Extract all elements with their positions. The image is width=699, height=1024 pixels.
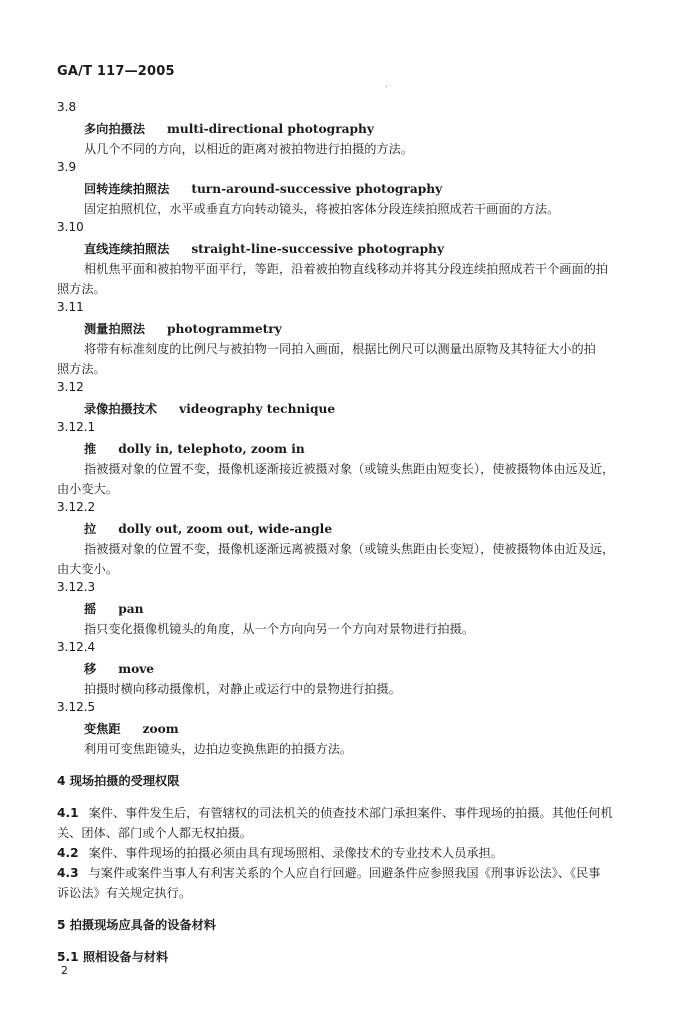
clause-number: 4.2	[57, 846, 79, 860]
term-heading	[84, 660, 154, 677]
term-heading	[84, 520, 332, 537]
term-zh: 录像拍摄技术	[84, 402, 158, 416]
term-en: turn-around-successive photography	[191, 182, 443, 196]
term-zh: 直线连续拍照法	[84, 242, 170, 256]
term-definition: 指只变化摄像机镜头的角度，从一个方向向另一个方向对景物进行拍摄。	[84, 622, 474, 636]
term-heading	[84, 180, 442, 197]
term-heading	[84, 440, 305, 457]
term-definition-line: 照方法。	[57, 362, 106, 376]
term-heading	[84, 600, 143, 617]
clause-number: 3.12.2	[57, 500, 96, 514]
term-zh: 移	[84, 662, 97, 676]
term-zh: 拉	[84, 522, 97, 536]
page-number: 2	[61, 964, 68, 977]
term-definition: 利用可变焦距镜头，边拍边变换焦距的拍摄方法。	[84, 742, 353, 756]
clause-number: 3.11	[57, 300, 84, 314]
term-zh: 回转连续拍照法	[84, 182, 170, 196]
clause-number: 4.1	[57, 806, 79, 820]
clause-number: 3.12.1	[57, 420, 96, 434]
clause-text-line: 诉讼法》有关规定执行。	[57, 886, 192, 900]
term-heading	[84, 720, 179, 737]
section-heading: 4 现场拍摄的受理权限	[57, 774, 180, 788]
clause-number: 3.12	[57, 380, 84, 394]
clause-paragraph	[57, 844, 503, 861]
term-heading	[84, 320, 282, 337]
clause-number: 4.3	[57, 866, 79, 880]
term-en: photogrammetry	[166, 322, 282, 336]
clause-text: 与案件或案件当事人有利害关系的个人应自行回避。回避条件应参照我国《刑事诉讼法》、《民事	[88, 866, 601, 880]
term-en: pan	[118, 602, 144, 616]
standard-number-header: GA/T 117—2005	[57, 64, 175, 79]
term-definition: 拍摄时横向移动摄像机，对静止或运行中的景物进行拍摄。	[84, 682, 401, 696]
term-zh: 推	[84, 442, 97, 456]
term-definition-line: 由小变大。	[57, 482, 118, 496]
term-definition-line: 由大变小。	[57, 562, 118, 576]
clause-text-line: 关、团体、部门或个人都无权拍摄。	[57, 826, 252, 840]
term-heading	[84, 240, 444, 257]
term-zh: 变焦距	[84, 722, 121, 736]
term-zh: 多向拍摄法	[84, 122, 145, 136]
term-definition-line: 指被摄对象的位置不变，摄像机逐渐接近被摄对象（或镜头焦距由短变长），使被摄物体由远及近，	[84, 462, 615, 476]
clause-text: 案件、事件现场的拍摄必须由具有现场照相、录像技术的专业技术人员承担。	[88, 846, 503, 860]
clause-number: 3.12.3	[57, 580, 96, 594]
term-heading	[84, 400, 335, 417]
clause-number: 3.8	[57, 100, 77, 114]
term-heading	[84, 120, 374, 137]
term-definition-line: 指被摄对象的位置不变，摄像机逐渐远离被摄对象（或镜头焦距由长变短），使被摄物体由近及远，	[84, 542, 615, 556]
term-en: videography technique	[179, 402, 336, 416]
term-definition: 从几个不同的方向，以相近的距离对被拍物进行拍摄的方法。	[84, 142, 414, 156]
clause-number: 3.12.4	[57, 640, 96, 654]
clause-text: 案件、事件发生后，有管辖权的司法机关的侦查技术部门承担案件、事件现场的拍摄。其他任何机	[88, 806, 613, 820]
subsection-heading: 5.1 照相设备与材料	[57, 950, 169, 964]
term-zh: 摇	[84, 602, 97, 616]
section-heading: 5 拍摄现场应具备的设备材料	[57, 918, 216, 932]
clause-paragraph	[57, 804, 613, 821]
term-en: zoom	[142, 722, 179, 736]
clause-number: 3.9	[57, 160, 77, 174]
clause-number: 3.12.5	[57, 700, 96, 714]
term-definition-line: 相机焦平面和被拍物平面平行，等距，沿着被拍物直线移动并将其分段连续拍照成若干个画面的拍	[84, 262, 609, 276]
term-en: multi-directional photography	[166, 122, 374, 136]
term-en: dolly out, zoom out, wide-angle	[118, 522, 333, 536]
term-zh: 测量拍照法	[84, 322, 145, 336]
term-en: move	[118, 662, 155, 676]
clause-paragraph	[57, 864, 600, 881]
term-definition: 固定拍照机位，水平或垂直方向转动镜头，将被拍客体分段连续拍照成若干画面的方法。	[84, 202, 560, 216]
term-definition-line: 将带有标准刻度的比例尺与被拍物一同拍入画面，根据比例尺可以测量出原物及其特征大小的拍	[84, 342, 596, 356]
term-en: dolly in, telephoto, zoom in	[118, 442, 305, 456]
clause-number: 3.10	[57, 220, 84, 234]
term-definition-line: 照方法。	[57, 282, 106, 296]
scan-speck	[386, 86, 387, 87]
term-en: straight-line-successive photography	[191, 242, 445, 256]
